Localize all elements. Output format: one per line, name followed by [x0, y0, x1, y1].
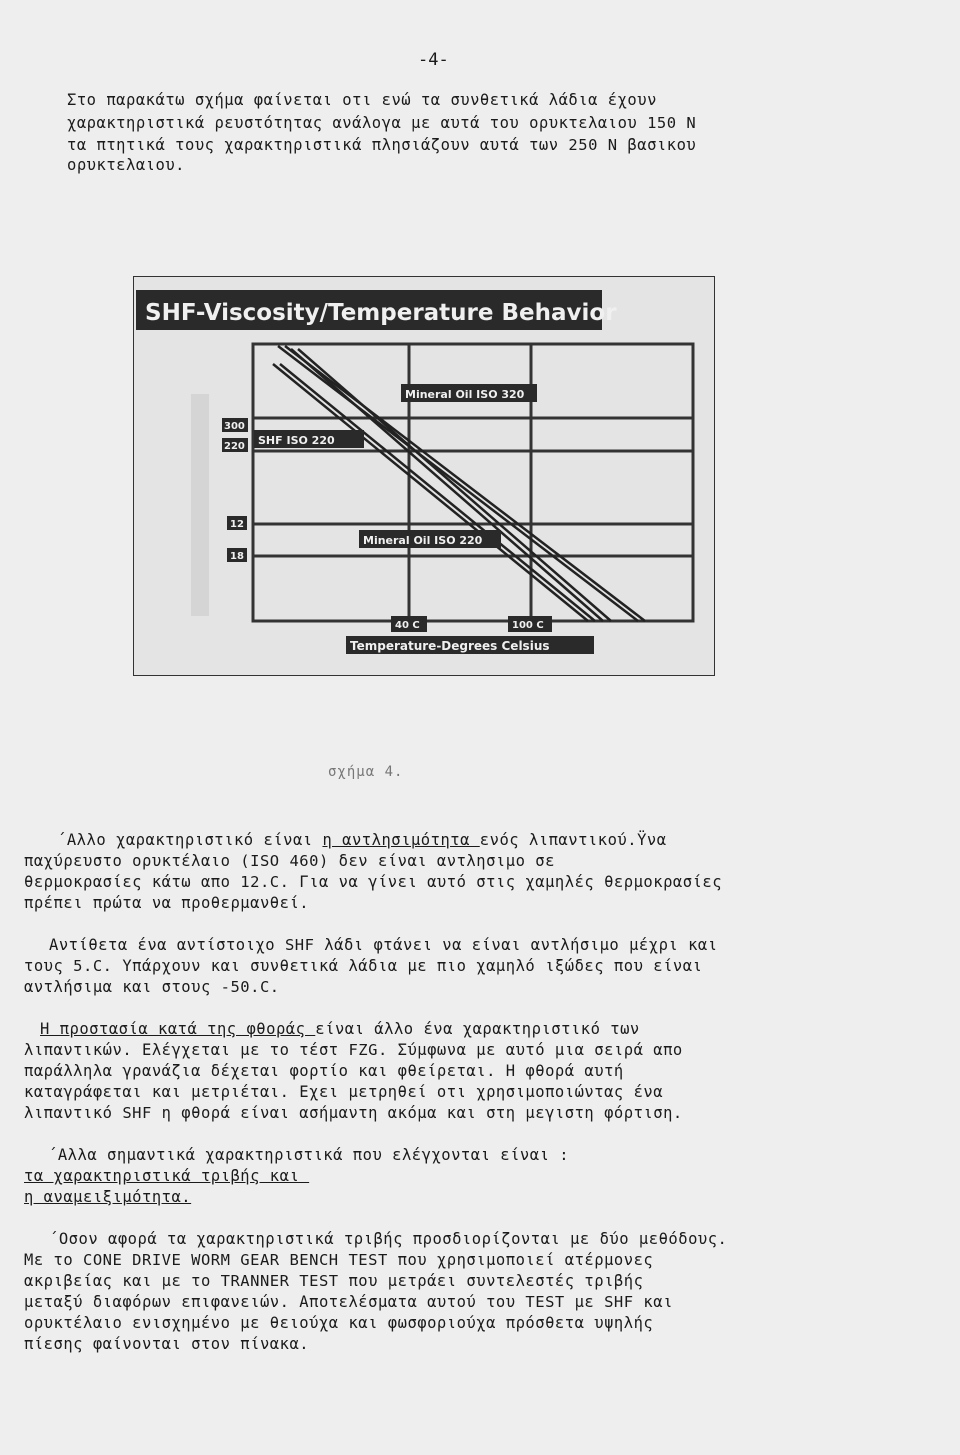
paragraph-line: ΄Οσον αφορά τα χαρακτηριστικά τριβής προσδιορίζονται με δύο μεθόδους.	[49, 1230, 728, 1248]
paragraph-line	[40, 1019, 640, 1040]
paragraph-line: τους 5.C. Υπάρχουν και συνθετικά λάδια με πιο χαμηλό ιξώδες που είναι	[24, 957, 703, 975]
paragraph-line: μεταξύ διαφόρων επιφανειών. Αποτελέσματα αυτού του TEST με SHF και	[24, 1293, 673, 1311]
x-axis-label: Temperature-Degrees Celsius	[350, 639, 550, 653]
paragraph-line: καταγράφεται και μετριέται. Εχει μετρηθεί οτι χρησιμοποιώντας ένα	[24, 1083, 664, 1101]
paragraph-line: ΄Αλλα σημαντικά χαρακτηριστικά που ελέγχονται είναι :	[48, 1146, 570, 1164]
y-tick-label: 12	[230, 519, 244, 530]
text-span: ενός λιπαντικού.Ϋνα	[479, 831, 667, 849]
series-label: Mineral Oil ISO 320	[405, 388, 525, 401]
series-label: SHF ISO 220	[258, 434, 335, 447]
viscosity-temperature-figure	[133, 276, 715, 676]
y-tick-label: 300	[224, 421, 245, 432]
characteristic-item: τα χαρακτηριστικά τριβής και	[24, 1167, 310, 1185]
paragraph-line: ορυκτέλαιο ενισχημένο με θειούχα και φωσφοριούχα πρόσθετα υψηλής	[24, 1314, 654, 1332]
y-tick-label: 18	[230, 551, 244, 562]
page-number: -4-	[418, 50, 449, 70]
paragraph-line: ακριβείας και με το TRANNER TEST που μετράει συντελεστές τριβής	[24, 1272, 644, 1290]
underlined-term: η αντλησιμότητα	[322, 831, 480, 849]
characteristic-item: η αναμειξιμότητα.	[24, 1188, 192, 1206]
figure-caption: σχήμα 4.	[328, 764, 404, 780]
paragraph-line: πρέπει πρώτα να προθερμανθεί.	[24, 894, 310, 912]
paragraph-line: πίεσης φαίνονται στον πίνακα.	[24, 1335, 310, 1353]
paragraph-line	[57, 830, 667, 851]
series-label: Mineral Oil ISO 220	[363, 534, 483, 547]
x-tick-label: 100 C	[512, 620, 544, 631]
paragraph-line: παχύρευστο ορυκτέλαιο (ISO 460) δεν είναι αντλησιμο σε	[24, 852, 555, 870]
intro-line: ορυκτελαιου.	[67, 156, 185, 174]
paragraph-line: Αντίθετα ένα αντίστοιχο SHF λάδι φτάνει να είναι αντλήσιμο μέχρι και	[49, 936, 718, 954]
intro-line: τα πτητικά τους χαρακτηριστικά πλησιάζουν αυτά των 250 N βασικου	[67, 136, 697, 154]
underlined-term: Η προστασία κατά της φθοράς	[40, 1020, 316, 1038]
intro-line: Στο παρακάτω σχήμα φαίνεται οτι ενώ τα συνθετικά λάδια έχουν	[67, 91, 657, 109]
paragraph-line: λιπαντικό SHF η φθορά είναι ασήμαντη ακόμα και στη μεγιστη φόρτιση.	[24, 1104, 683, 1122]
paragraph-line: λιπαντικών. Ελέγχεται με το τέστ FZG. Σύμφωνα με αυτό μια σειρά απο	[24, 1041, 683, 1059]
paragraph-line: θερμοκρασίες κάτω απο 12.C. Για να γίνει αυτό στις χαμηλές θερμοκρασίες	[24, 873, 723, 891]
y-tick-label: 220	[224, 441, 245, 452]
figure-title: SHF-Viscosity/Temperature Behavior	[145, 300, 617, 326]
intro-line: χαρακτηριστικά ρευστότητας ανάλογα με αυτά του ορυκτελαιου 150 N	[67, 114, 697, 132]
x-tick-label: 40 C	[395, 620, 420, 631]
paragraph-line: παράλληλα γρανάζια δέχεται φορτίο και φθείρεται. Η φθορά αυτή	[24, 1062, 624, 1080]
text-span: είναι άλλο ένα χαρακτηριστικό των	[315, 1020, 640, 1038]
paragraph-line: Με το CONE DRIVE WORM GEAR BENCH TEST που χρησιμοποιεί ατέρμονες	[24, 1251, 654, 1269]
paragraph-line: αντλήσιμα και στους -50.C.	[24, 978, 280, 996]
y-axis-label-band	[191, 394, 209, 616]
text-span: ΄Αλλο χαρακτηριστικό είναι	[57, 831, 323, 849]
